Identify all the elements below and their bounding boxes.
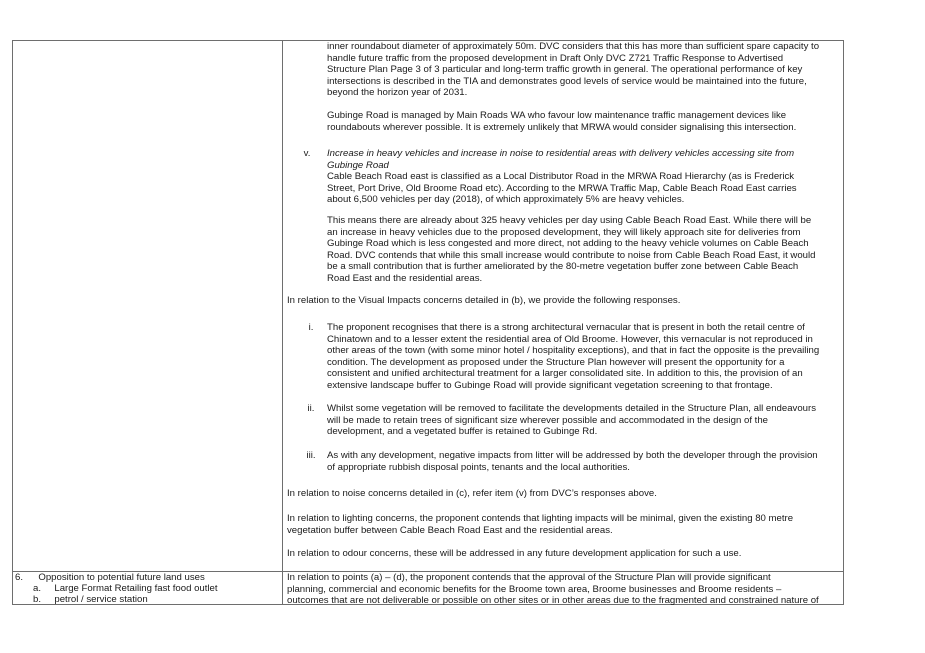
item-v-heading: Increase in heavy vehicles and increase in noise to residential areas with delivery vehicles accessing site from Gubinge Road (327, 148, 795, 171)
issue-subitem: b. petrol / service station (33, 594, 148, 605)
lighting-paragraph: In relation to lighting concerns, the proponent contends that lighting impacts will be minimal, given the existing 80 metre vegetation buffer between Cable Beach Road East and the residential areas. (287, 513, 794, 536)
visual-item-iii: As with any development, negative impacts from litter will be addressed by both the developer through the provision of appropriate rubbish disposal points, tenants and the local authorities. (327, 450, 818, 473)
visual-item-ii-numeral: ii. (307, 403, 315, 414)
visual-item-ii: Whilst some vegetation will be removed to facilitate the developments detailed in the Structure Plan, all endeavours will be made to retain trees of significant size wherever possible and accommodated in the design of the development, and a vegetated buffer is retained to Gubinge Rd. (327, 403, 817, 438)
response-table (12, 40, 844, 605)
issue-title: Opposition to potential future land uses (38, 572, 205, 583)
response-paragraph: In relation to points (a) – (d), the proponent contends that the approval of the Structure Plan will provide significant planning, commercial and economic benefits for the Broome town area, Broome businesses and Broome residents – outcomes that are not deliverable or possible on other sites or in other areas due to the fragmented and constrained nature of (287, 572, 819, 605)
continuation-paragraph: inner roundabout diameter of approximately 50m. DVC considers that this has more than sufficient spare capacity to handle future traffic from the proposed development in Draft Only DVC Z721 Traffic Response to Advertised Structure Plan Page 3 of 3 particular and long-term traffic growth in general. The operational performance of key intersections is described in the TIA and demonstrates good levels of service would be maintained into the future, beyond the horizon year of 2031. (327, 41, 820, 99)
noise-paragraph: In relation to noise concerns detailed in (c), refer item (v) from DVC’s responses above. (287, 488, 657, 499)
gubinge-road-paragraph: Gubinge Road is managed by Main Roads WA who favour low maintenance traffic management devices like roundabouts wherever possible. It is extremely unlikely that MRWA would consider signalising this intersection. (327, 110, 797, 133)
visual-item-i-numeral: i. (308, 322, 314, 333)
item-v (327, 148, 797, 206)
response-cell-top (285, 41, 841, 570)
visual-impacts-intro: In relation to the Visual Impacts concerns detailed in (b), we provide the following responses. (287, 295, 681, 306)
issue-subitem: a. Large Format Retailing fast food outlet (33, 583, 218, 594)
visual-item-iii-numeral: iii. (306, 450, 316, 461)
item-v-body-2: This means there are already about 325 heavy vehicles per day using Cable Beach Road East. While there will be an increase in heavy vehicles due to the proposed development, they will likely approach site for deliveries from Gubinge Road which is less congested and more direct, not adding to the heavy vehicle volumes on Cable Beach Road. DVC contends that while this small increase would contribute to noise from Cable Beach Road East, it would be a small contribution that is further ameliorated by the 80-metre vegetation buffer zone between Cable Beach Road East and the residential areas. (327, 215, 816, 284)
issue-number: 6. (15, 572, 24, 583)
item-v-numeral: v. (303, 148, 311, 159)
response-cell-6 (285, 572, 841, 605)
issue-heading (15, 572, 205, 584)
column-divider (282, 41, 283, 604)
odour-paragraph: In relation to odour concerns, these will be addressed in any future development application for such a use. (287, 548, 742, 559)
visual-item-i: The proponent recognises that there is a strong architectural vernacular that is present in both the retail centre of Chinatown and to a lesser extent the residential area of Old Broome. However, this vernacular is not reproduced in other areas of the town (with some minor hotel / hospitality exceptions), and that in fact the opposite is the prevailing condition. The development as proposed under the Structure Plan however will present the opportunity for a consistent and unified architectural treatment for a larger consolidated site. In addition to this, the provision of an extensive landscape buffer to Gubinge Road will provide significant vegetation screening to that frontage. (327, 322, 820, 391)
item-v-body-1: Cable Beach Road east is classified as a Local Distributor Road in the MRWA Road Hierarchy (as is Frederick Street, Port Drive, Old Broome Road etc). According to the MRWA Traffic Map, Cable Beach Road East carries about 6,500 vehicles per day (2018), of which approximately 5% are heavy vehicles. (327, 171, 797, 206)
issue-cell-6 (15, 572, 280, 605)
